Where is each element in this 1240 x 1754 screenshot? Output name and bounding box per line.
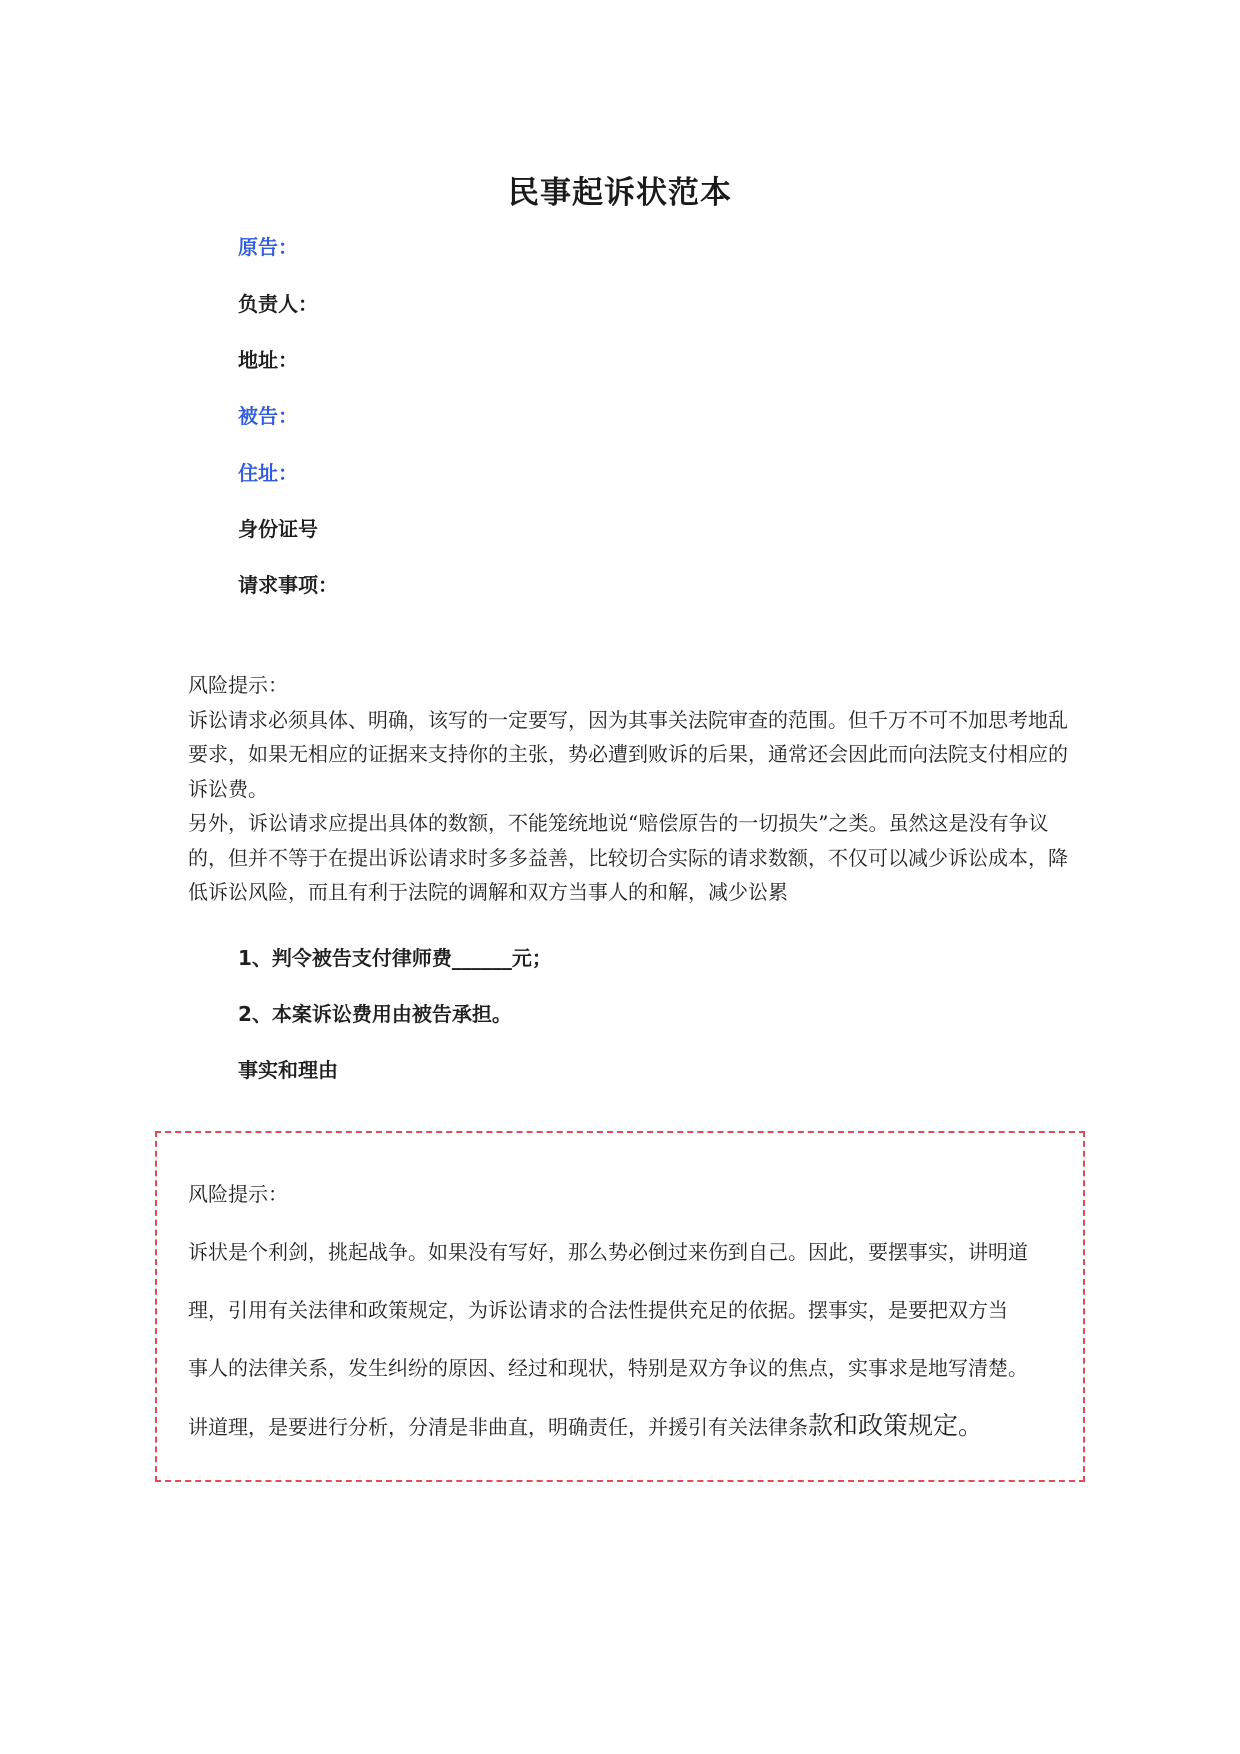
id-number-label: 身份证号	[238, 517, 318, 541]
risk-note-2-line-4-b: 款和政策规定。	[808, 1411, 984, 1440]
risk-note-2-line-4	[188, 1397, 1068, 1455]
risk-note-2-heading: 风险提示：	[188, 1182, 288, 1206]
claim-item-2: 2、本案诉讼费用由被告承担。	[238, 1002, 512, 1026]
document-title: 民事起诉状范本	[508, 175, 732, 211]
risk-note-1-paragraph-2: 另外，诉讼请求应提出具体的数额，不能笼统地说“赔偿原告的一切损失”之类。虽然这是没有争议的，但并不等于在提出诉讼请求时多多益善，比较切合实际的请求数额，不仅可以减少诉讼成本，降低诉讼风险，而且有利于法院的调解和双方当事人的和解，减少讼累	[188, 811, 1068, 904]
risk-note-1-heading: 风险提示：	[188, 673, 288, 697]
address-label: 地址：	[238, 348, 298, 372]
risk-note-2-line-2: 理，引用有关法律和政策规定，为诉讼请求的合法性提供充足的依据。摆事实，是要把双方当	[188, 1298, 1008, 1322]
residence-label: 住址：	[238, 461, 298, 485]
claims-heading: 请求事项：	[238, 573, 338, 597]
claim-item-1-prefix: 1、判令被告支付律师费	[238, 946, 452, 970]
risk-note-1-paragraph-1: 诉讼请求必须具体、明确，该写的一定要写，因为其事关法院审查的范围。但千万不可不加思考地乱要求，如果无相应的证据来支持你的主张，势必遭到败诉的后果，通常还会因此而向法院支付相应的诉讼费。	[188, 707, 1068, 801]
risk-note-1	[188, 668, 1068, 910]
facts-heading: 事实和理由	[238, 1058, 338, 1082]
claim-item-1	[238, 944, 552, 972]
risk-note-2	[188, 1165, 1068, 1455]
person-in-charge-label: 负责人：	[238, 292, 318, 316]
claim-item-1-blank: ______	[451, 946, 512, 970]
risk-note-2-line-3: 事人的法律关系，发生纠纷的原因、经过和现状，特别是双方争议的焦点，实事求是地写清楚。	[188, 1356, 1028, 1380]
risk-note-2-line-1: 诉状是个利剑，挑起战争。如果没有写好，那么势必倒过来伤到自己。因此，要摆事实，讲明道	[188, 1240, 1028, 1264]
risk-note-2-line-4-a: 讲道理，是要进行分析，分清是非曲直，明确责任，并援引有关法律条	[188, 1415, 808, 1439]
defendant-label: 被告：	[238, 404, 298, 428]
claim-item-1-suffix: 元；	[511, 946, 552, 970]
plaintiff-label: 原告：	[238, 235, 298, 259]
